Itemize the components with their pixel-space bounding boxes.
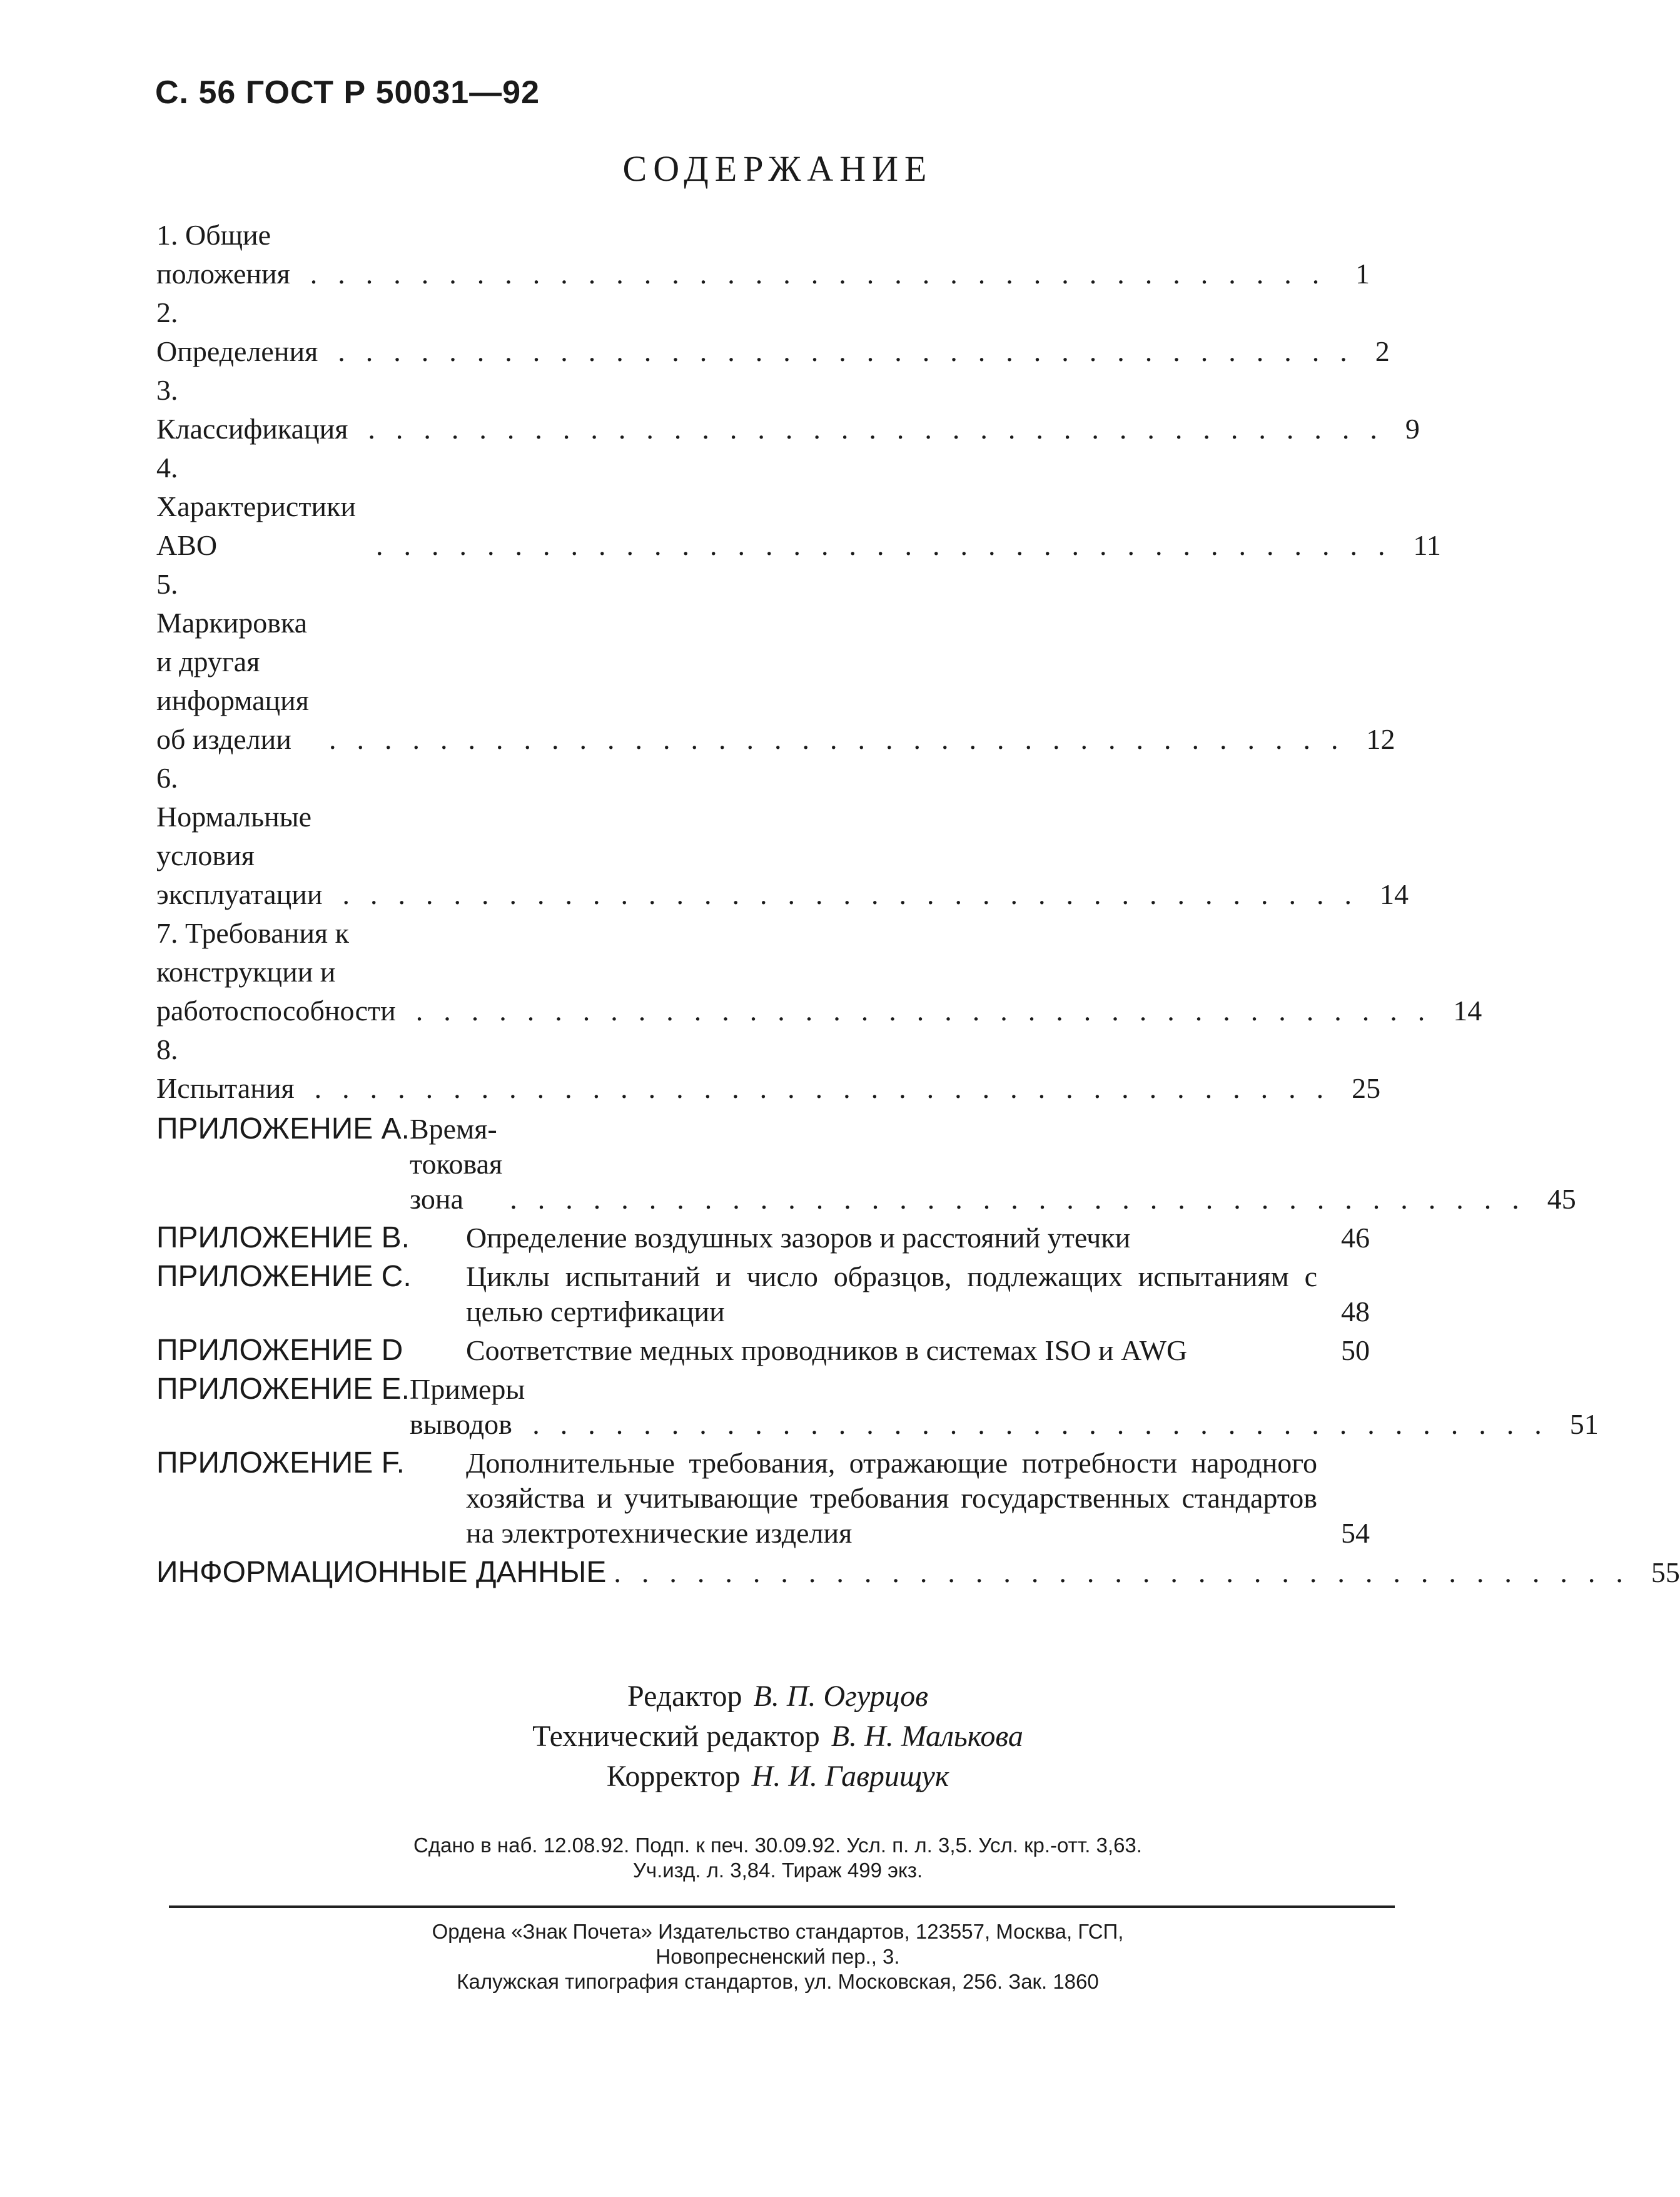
appendix-title: Циклы испытаний и число образцов, подлежащих испытаниям с целью сертификации <box>466 1261 1317 1327</box>
divider <box>169 1905 1395 1908</box>
publisher-info <box>0 1919 1556 1994</box>
toc-entry-label: 6. Нормальные условия эксплуатации <box>156 762 323 910</box>
toc-entry-label: 4. Характеристики АВО <box>156 452 357 561</box>
info-data-page: 55 <box>1651 1556 1680 1588</box>
appendix-title: Соответствие медных проводников в системах ISO и AWG <box>466 1334 1188 1366</box>
dot-leader: ..................................... <box>510 1183 1540 1215</box>
toc-title: СОДЕРЖАНИЕ <box>622 148 933 189</box>
toc-entry-1[interactable] <box>156 216 1370 293</box>
dot-leader: ..................................... <box>328 723 1359 755</box>
toc-entry-page: 2 <box>1375 335 1390 367</box>
dot-leader: ..................................... <box>376 529 1406 561</box>
credit-technical-editor <box>0 1717 1556 1757</box>
dot-leader: ..................................... <box>415 995 1446 1027</box>
toc-entry-label: 2. Определения <box>156 297 318 367</box>
toc-entry-6[interactable] <box>156 759 1409 914</box>
toc-info-data[interactable] <box>156 1553 1680 1592</box>
appendix-key: ПРИЛОЖЕНИЕ D <box>156 1334 403 1367</box>
print-details <box>0 1833 1556 1883</box>
info-data-label: ИНФОРМАЦИОННЫЕ ДАННЫЕ <box>156 1556 607 1589</box>
toc-entry-3[interactable] <box>156 371 1420 449</box>
toc-entry-label: 7. Требования к конструкции и работоспособности <box>156 917 396 1027</box>
credit-proofreader <box>0 1757 1556 1797</box>
appendix-key: ПРИЛОЖЕНИЕ С. <box>156 1260 412 1293</box>
toc-appendix-d[interactable] <box>156 1333 1370 1368</box>
appendix-title: Дополнительные требования, отражающие потребности народного хозяйства и учитывающие требования государственных стандартов на электротехнические изделия <box>466 1447 1317 1549</box>
toc-entry-page: 14 <box>1379 878 1409 910</box>
appendix-title: Время-токовая зона <box>410 1113 503 1215</box>
appendix-page: 48 <box>1341 1296 1370 1327</box>
toc-entry-8[interactable] <box>156 1030 1381 1108</box>
toc-appendix-e[interactable] <box>156 1372 1599 1442</box>
publisher-line: Ордена «Знак Почета» Издательство стандартов, 123557, Москва, ГСП, <box>432 1920 1124 1943</box>
publisher-address: Новопресненский пер., 3. <box>655 1945 900 1968</box>
print-details-line: Уч.изд. л. 3,84. Тираж 499 экз. <box>632 1859 923 1882</box>
toc-entry-label: 1. Общие положения <box>156 219 290 290</box>
page-header: С. 56 ГОСТ Р 50031—92 <box>155 74 540 111</box>
credit-person: В. П. Огурцов <box>753 1680 928 1713</box>
toc-entry-page: 9 <box>1405 413 1420 445</box>
appendix-page: 50 <box>1341 1334 1370 1366</box>
credit-editor <box>0 1677 1556 1717</box>
dot-leader: ..................................... <box>314 1072 1345 1104</box>
appendix-page: 54 <box>1341 1517 1370 1549</box>
appendix-page: 45 <box>1547 1183 1576 1215</box>
credit-role: Технический редактор <box>532 1720 820 1753</box>
toc-entry-5[interactable] <box>156 565 1395 759</box>
appendix-key: ПРИЛОЖЕНИЕ А. <box>156 1112 410 1145</box>
toc-appendix-b[interactable] <box>156 1220 1370 1256</box>
table-of-contents <box>156 216 1680 1592</box>
dot-leader: ..................................... <box>532 1408 1562 1440</box>
toc-entry-2[interactable] <box>156 293 1390 371</box>
toc-entry-4[interactable] <box>156 449 1441 565</box>
appendix-title: Определение воздушных зазоров и расстояний утечки <box>466 1222 1131 1254</box>
toc-entry-page: 1 <box>1355 258 1370 290</box>
toc-entry-page: 14 <box>1453 995 1482 1027</box>
credit-person: В. Н. Малькова <box>831 1720 1023 1753</box>
appendix-key: ПРИЛОЖЕНИЕ Е. <box>156 1372 410 1406</box>
credit-person: Н. И. Гаврищук <box>751 1760 949 1793</box>
appendix-key: ПРИЛОЖЕНИЕ F. <box>156 1446 405 1479</box>
credits <box>0 1677 1556 1797</box>
appendix-page: 51 <box>1569 1408 1599 1440</box>
dot-leader: ..................................... <box>342 878 1372 910</box>
toc-entry-page: 25 <box>1352 1072 1381 1104</box>
appendix-key: ПРИЛОЖЕНИЕ В. <box>156 1221 410 1254</box>
dot-leader: ..................................... <box>614 1556 1644 1588</box>
toc-appendix-f[interactable] <box>156 1446 1370 1551</box>
printer-line: Калужская типография стандартов, ул. Московская, 256. Зак. 1860 <box>457 1970 1099 1993</box>
toc-appendix-c[interactable] <box>156 1259 1370 1329</box>
toc-entry-page: 12 <box>1366 723 1395 755</box>
toc-entry-7[interactable] <box>156 914 1482 1030</box>
dot-leader: ..................................... <box>368 413 1398 445</box>
print-details-line: Сдано в наб. 12.08.92. Подп. к печ. 30.09.92. Усл. п. л. 3,5. Усл. кр.-отт. 3,63. <box>413 1834 1142 1857</box>
credit-role: Редактор <box>627 1680 742 1713</box>
appendix-title: Примеры выводов <box>410 1373 525 1440</box>
dot-leader: ..................................... <box>338 335 1368 367</box>
toc-entry-label: 5. Маркировка и другая информация об изделии <box>156 568 309 755</box>
toc-appendix-a[interactable] <box>156 1112 1576 1217</box>
toc-entry-page: 11 <box>1413 529 1441 561</box>
toc-entry-label: 3. Классификация <box>156 374 348 445</box>
credit-role: Корректор <box>606 1760 741 1793</box>
appendix-page: 46 <box>1341 1222 1370 1254</box>
dot-leader: ..................................... <box>310 258 1340 290</box>
toc-entry-label: 8. Испытания <box>156 1033 295 1104</box>
